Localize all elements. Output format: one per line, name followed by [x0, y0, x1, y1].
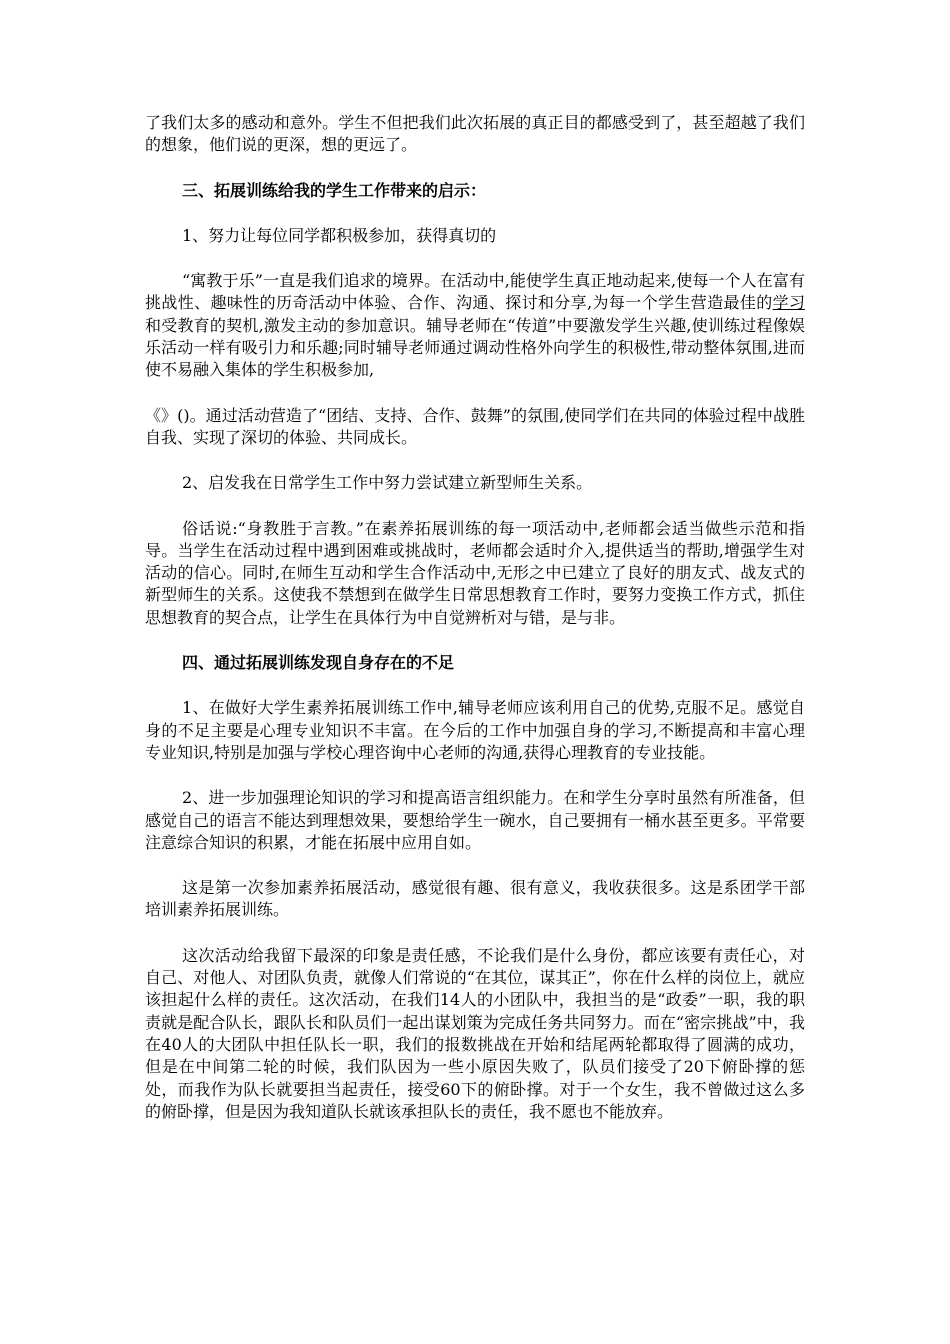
paragraph-point-1: 1、努力让每位同学都积极参加，获得真切的	[182, 225, 497, 245]
study-link[interactable]: 学习	[772, 293, 805, 313]
paragraph-teacher-example: 俗话说:“身教胜于言教。”在素养拓展训练的每一项活动中,老师都会适当做些示范和指导。当学生在活动过程中遇到困难或挑战时，老师都会适时介入,提供适当的帮助,增强学生对活动的信心。同时,在师生互动和学生合作活动中,无形之中已建立了良好的朋友式、战友式的新型师生的关系。这使我不禁想到在做学生日常思想教育工作时，要努力变换工作方式，抓住思想教育的契合点，让学生在具体行为中自觉辨析对与错，是与非。	[145, 518, 805, 627]
paragraph-shortcoming-2: 2、进一步加强理论知识的学习和提高语言组织能力。在和学生分享时虽然有所准备，但感觉自己的语言不能达到理想效果，要想给学生一碗水，自己要拥有一桶水甚至更多。平常要注意综合知识的积累，才能在拓展中应用自如。	[145, 788, 805, 852]
section-heading-3: 三、拓展训练给我的学生工作带来的启示：	[182, 180, 487, 200]
paragraph-intro-continuation: 了我们太多的感动和意外。学生不但把我们此次拓展的真正目的都感受到了，甚至超越了我们的想象，他们说的更深，想的更远了。	[145, 113, 805, 155]
paragraph-shortcoming-1: 1、在做好大学生素养拓展训练工作中,辅导老师应该利用自己的优势,克服不足。感觉自身的不足主要是心理专业知识不丰富。在今后的工作中加强自身的学习,不断提高和丰富心理专业知识,特别是加强与学校心理咨询中心老师的沟通,获得心理教育的专业技能。	[145, 698, 805, 762]
paragraph-atmosphere: 《》()。通过活动营造了“团结、支持、合作、鼓舞”的氛围,使同学们在共同的体验过程中战胜自我、实现了深切的体验、共同成长。	[145, 405, 805, 447]
paragraph-text-a: “寓教于乐”一直是我们追求的境界。在活动中,能使学生真正地动起来,使每一个人在富有挑战性、趣味性的历奇活动中体验、合作、沟通、探讨和分享,为每一个学生营造最佳的	[145, 271, 805, 313]
section-heading-4: 四、通过拓展训练发现自身存在的不足	[182, 653, 455, 673]
paragraph-first-activity: 这是第一次参加素养拓展活动，感觉很有趣、很有意义，我收获很多。这是系团学干部培训素养拓展训练。	[145, 878, 805, 920]
paragraph-point-2: 2、启发我在日常学生工作中努力尝试建立新型师生关系。	[182, 473, 593, 493]
paragraph-text-b: 和受教育的契机,激发主动的参加意识。辅导老师在“传道”中要激发学生兴趣,使训练过程像娱乐活动一样有吸引力和乐趣;同时辅导老师通过调动性格外向学生的积极性,带动整体氛围,进而使不易融入集体的学生积极参加,	[145, 315, 805, 380]
paragraph-responsibility: 这次活动给我留下最深的印象是责任感，不论我们是什么身份，都应该要有责任心，对自己、对他人、对团队负责，就像人们常说的“在其位，谋其正”，你在什么样的岗位上，就应该担起什么样的责任。这次活动，在我们14人的小团队中，我担当的是“政委”一职，我的职责就是配合队长，跟队长和队员们一起出谋划策为完成任务共同努力。而在“密宗挑战”中，我在40人的大团队中担任队长一职，我们的报数挑战在开始和结尾两轮都取得了圆满的成功，但是在中间第二轮的时候，我们队因为一些小原因失败了，队员们接受了20下俯卧撑的惩处，而我作为队长就要担当起责任，接受60下的俯卧撑。对于一个女生，我不曾做过这么多的俯卧撑，但是因为我知道队长就该承担队长的责任，我不愿也不能放弃。	[145, 945, 805, 1121]
paragraph-teaching-through-fun	[145, 270, 805, 381]
document-page	[145, 112, 805, 1146]
